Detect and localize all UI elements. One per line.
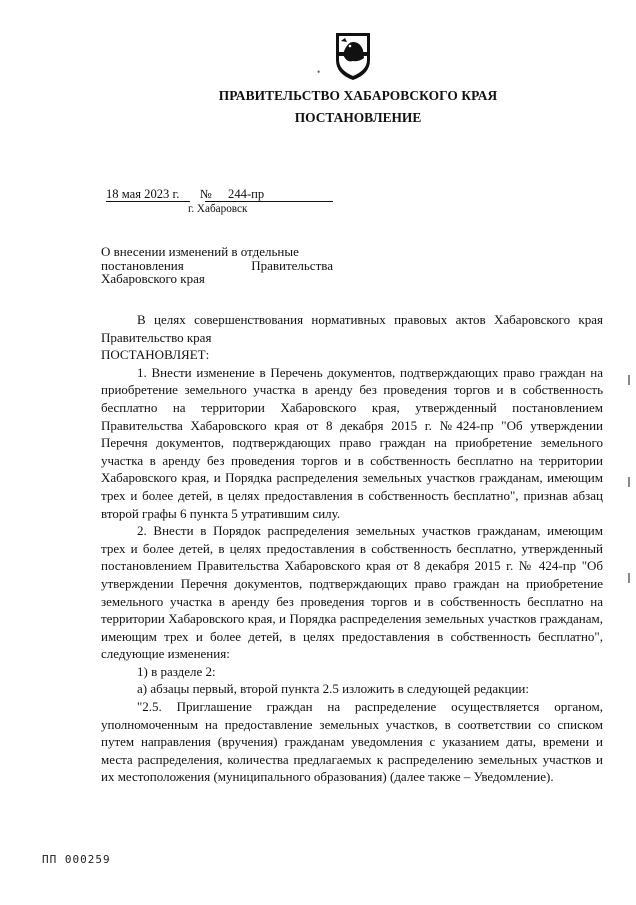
form-serial-number: ПП 000259: [42, 853, 111, 866]
date-number-line: [106, 187, 264, 202]
paragraph-item-2-1: 1) в разделе 2:: [137, 663, 216, 679]
scan-margin-mark: [628, 375, 630, 385]
scan-margin-mark: [628, 573, 630, 583]
document-body: [101, 311, 603, 786]
number-label: №: [199, 187, 212, 201]
paragraph-item-1: 1. Внести изменение в Перечень документов, подтверждающих право граждан на приобретение земельного участка в аренду без проведения торгов и в собственность бесплатно на территории Хабаровского края, утвержденный постановлением Правительства Хабаровского края от 8 декабря 2015 г. №424-пр "Об утверждении Перечня документов, подтверждающих право граждан на приобретение земельного участка в аренду без проведения торгов и в собственность бесплатно на территории Хабаровского края, и Порядка распределения земельных участков гражданам, имеющим трех и более детей, в целях предоставления в собственность бесплатно", признав абзац второй графы 6 пункта 5 утратившим силу.: [101, 364, 603, 521]
subject-line: Хабаровского края: [101, 271, 205, 286]
decree-subject: [101, 245, 333, 286]
paragraph-item-2-1-a: а) абзацы первый, второй пункта 2.5 изложить в следующей редакции:: [137, 681, 529, 697]
decree-date: 18 мая 2023 г.: [106, 187, 180, 201]
scan-margin-mark: [628, 477, 630, 487]
government-heading: ПРАВИТЕЛЬСТВО ХАБАРОВСКОГО КРАЯ: [218, 88, 498, 103]
subject-line: О внесении изменений в отдельные: [101, 244, 299, 259]
decree-number: 244-пр: [228, 187, 265, 201]
city: г. Хабаровск: [188, 203, 248, 215]
paragraph-clause-2-5: "2.5. Приглашение граждан на распределение осуществляется органом, уполномоченным на предоставление земельных участков, в соответствии со списком путем направления (вручения) гражданам уведомления с указанием даты, времени и места распределения, количества предлагаемых к распределению земельных участков и их местоположения (муниципального образования) (далее также – Уведомление).: [101, 699, 603, 785]
scan-dot: •: [317, 67, 321, 77]
paragraph-item-2: 2. Внести в Порядок распределения земельных участков гражданам, имеющим трех и более детей, в целях предоставления в собственность бесплатно, утвержденный постановлением Правительства Хабаровского края от 8 декабря 2015 г. № 424-пр "Об утверждении Перечня документов, подтверждающих право граждан на приобретение земельного участка в аренду без проведения торгов и в собственность бесплатно на территории Хабаровского края, и Порядка распределения земельных участков гражданам, имеющим трех и более детей, в целях предоставления в собственность бесплатно", следующие изменения:: [101, 523, 603, 662]
subject-line: постановления Правительства: [101, 257, 333, 273]
resolves-word: ПОСТАНОВЛЯЕТ:: [101, 347, 210, 363]
date-underline: [106, 201, 190, 202]
coat-of-arms-khabarovsk-icon: [333, 30, 373, 82]
number-underline: [205, 201, 333, 202]
document-type-heading: ПОСТАНОВЛЕНИЕ: [294, 110, 422, 125]
intro-paragraph: В целях совершенствования нормативных правовых актов Хабаровского края Правительство края: [101, 312, 603, 345]
